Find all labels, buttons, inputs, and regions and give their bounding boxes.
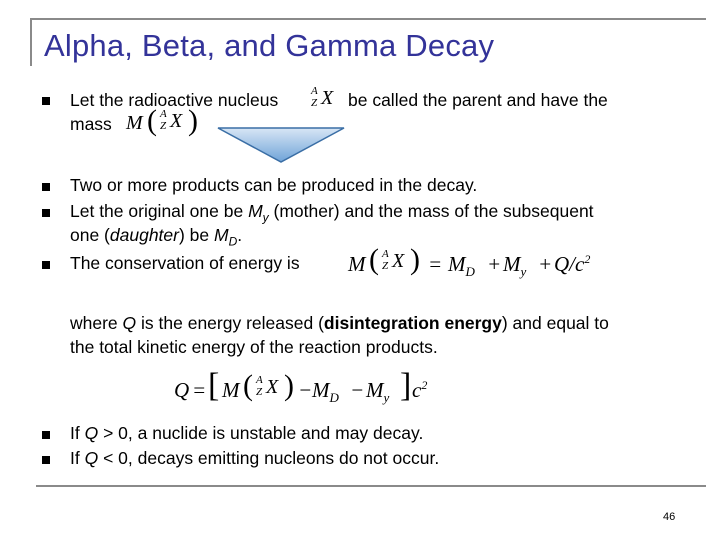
bullet-3-text-a: Let the original one be (70, 201, 249, 221)
mother-mass-subscript: y (262, 210, 269, 225)
bullet-1-line-1-post (348, 88, 608, 112)
bullet-5 (70, 421, 423, 445)
eq1-right-paren: ) (410, 243, 420, 276)
bullet-marker (42, 209, 50, 217)
eq2-equals: = (192, 378, 207, 402)
where-text-c: ) and equal to (501, 313, 609, 333)
bullet-3-text-d: ) be (178, 225, 215, 245)
atomic-number: Z (311, 97, 318, 109)
mass-symbol: M (126, 112, 143, 134)
eq1-plus-1: + (487, 252, 502, 276)
down-arrow-icon (216, 126, 346, 164)
frame-top-line (30, 18, 706, 20)
bullet-6-text-a: If (70, 448, 85, 468)
eq2-md-subscript: D (329, 390, 339, 406)
eq2-c: c (412, 378, 422, 402)
eq1-nuclide (382, 248, 412, 278)
eq2-nuclide (256, 374, 286, 404)
equation-q-value (174, 368, 444, 412)
bullet-6-q: Q (84, 448, 99, 468)
where-text-a: where (70, 313, 123, 333)
bullet-marker (42, 97, 50, 105)
element-symbol: X (170, 110, 183, 132)
eq1-md-subscript: D (465, 264, 475, 280)
bullet-1-text-post: be called the parent and have the (348, 90, 608, 110)
bullet-marker (42, 431, 50, 439)
daughter-word: daughter (109, 225, 179, 245)
eq2-left-bracket: [ (208, 367, 220, 404)
eq2-minus-2: − (350, 378, 365, 402)
where-q: Q (122, 313, 137, 333)
frame-left-line (30, 18, 32, 66)
eq1-my (503, 252, 526, 280)
mother-mass-symbol: M (248, 201, 263, 221)
bullet-6-text-b: < 0, decays emitting nucleons do not occur. (98, 448, 440, 468)
mass-expression (126, 112, 143, 135)
eq2-md-symbol: M (312, 378, 330, 402)
element-symbol: X (321, 87, 334, 109)
daughter-mass-subscript: D (228, 234, 238, 249)
bullet-5-text-b: > 0, a nuclide is unstable and may decay. (98, 423, 424, 443)
element-symbol: X (266, 376, 279, 398)
bullet-3-text-b: (mother) and the mass of the subsequent (268, 201, 594, 221)
daughter-mass-symbol: M (214, 225, 229, 245)
eq2-md (312, 378, 339, 406)
bullet-6 (70, 446, 439, 470)
atomic-number: Z (382, 260, 389, 272)
right-paren: ) (188, 104, 198, 137)
eq1-plus-2: + (538, 252, 553, 276)
eq1-q-over-c2 (554, 252, 590, 277)
bullet-marker (42, 456, 50, 464)
bullet-marker (42, 183, 50, 191)
bullet-5-q: Q (84, 423, 99, 443)
mass-number: A (311, 85, 318, 97)
eq1-my-symbol: M (503, 252, 521, 276)
eq2-mass-symbol: M (222, 378, 240, 402)
eq2-my (366, 378, 389, 406)
bullet-3-text-c: one ( (70, 225, 110, 245)
slide-title: Alpha, Beta, and Gamma Decay (44, 28, 495, 63)
element-symbol: X (392, 250, 405, 272)
eq1-exponent: 2 (584, 252, 591, 266)
eq1-md-symbol: M (448, 252, 466, 276)
eq2-left-paren: ( (243, 369, 253, 402)
bullet-3-text-end: . (237, 225, 243, 245)
bullet-1-mass-label: mass (70, 114, 112, 134)
eq1-my-subscript: y (520, 264, 527, 280)
nuclide-symbol (311, 85, 343, 115)
eq2-c-squared (412, 378, 427, 403)
eq1-left-paren: ( (369, 243, 379, 276)
where-line-2: the total kinetic energy of the reaction products. (70, 337, 438, 357)
equation-energy-conservation (348, 244, 608, 284)
bullet-4: The conservation of energy is (70, 253, 300, 273)
mass-number: A (256, 374, 263, 386)
eq1-q: Q (554, 252, 570, 276)
eq2-right-paren: ) (284, 369, 294, 402)
frame-bottom-line (36, 485, 706, 487)
bullet-5-text-a: If (70, 423, 85, 443)
atomic-number: Z (160, 120, 167, 132)
eq1-md (448, 252, 475, 280)
mass-number: A (160, 108, 167, 120)
eq2-right-bracket: ] (400, 367, 412, 404)
left-paren: ( (147, 104, 157, 137)
eq2-minus-1: − (298, 378, 313, 402)
disintegration-energy-term: disintegration energy (323, 313, 502, 333)
mass-number: A (382, 248, 389, 260)
bullet-1-line-2 (70, 112, 112, 136)
eq2-my-subscript: y (383, 390, 390, 406)
where-text-b: is the energy released ( (136, 313, 324, 333)
bullet-marker (42, 261, 50, 269)
eq2-q: Q (174, 378, 190, 402)
bullet-2: Two or more products can be produced in the decay. (70, 175, 478, 195)
eq1-equals: = (428, 252, 443, 276)
bullet-1-text-pre: Let the radioactive nucleus (70, 90, 279, 110)
page-number: 46 (663, 511, 676, 523)
eq1-mass-symbol: M (348, 252, 366, 276)
where-line-1 (70, 311, 609, 335)
bullet-3-line-2 (70, 223, 242, 254)
eq1-slash-c: /c (569, 252, 585, 276)
eq2-exponent: 2 (421, 378, 428, 392)
atomic-number: Z (256, 386, 263, 398)
eq2-my-symbol: M (366, 378, 384, 402)
